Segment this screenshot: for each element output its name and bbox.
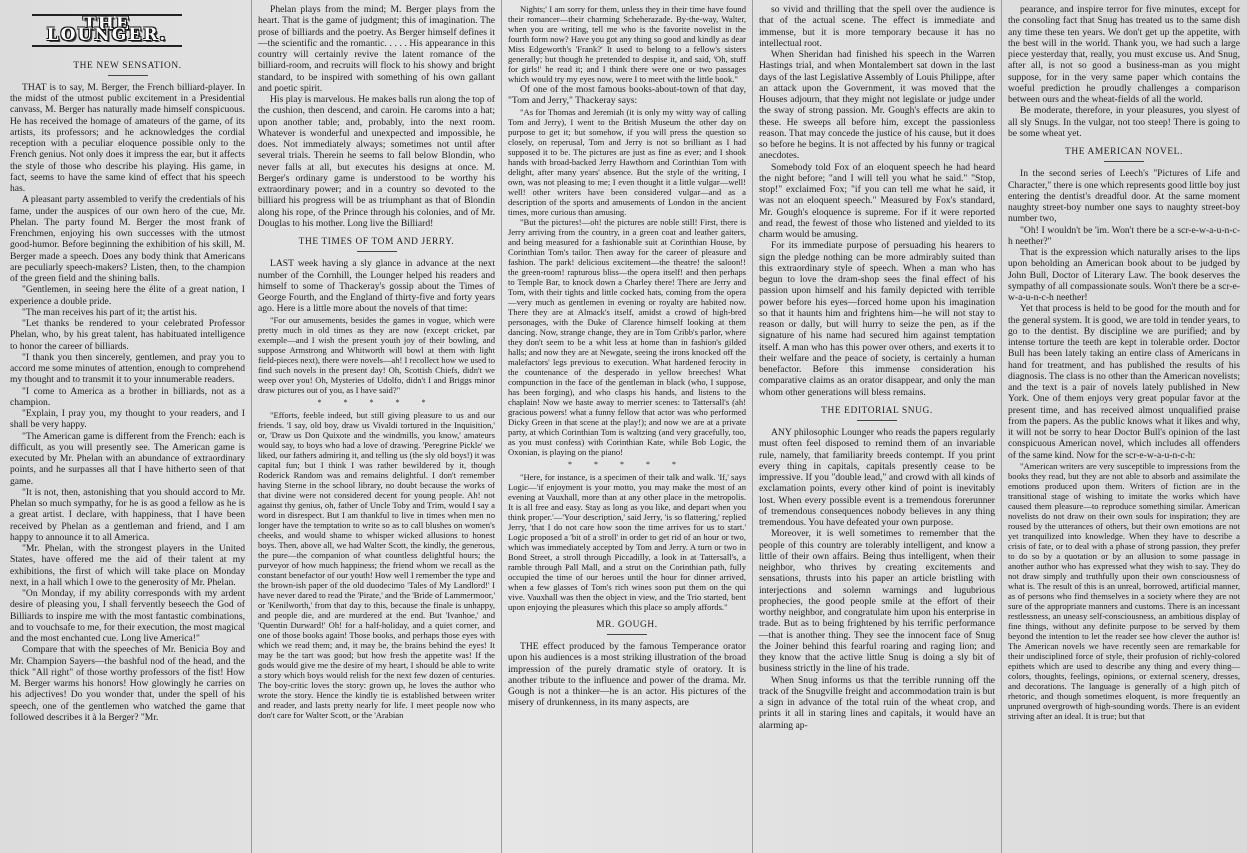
paragraph: "The man receives his part of it; the artist his. [22, 306, 197, 318]
paragraph: ANY philosophic Lounger who reads the papers regularly must often feel disposed to remind them of an invariable rule, namely, that familiarity breeds contempt. If you print every thing in capitals, capitals presently cease to be impressive. If you "double lead," and crowd with all kinds of exclamation points, every other kind of point is inevitably lost. When every possible event is a tremendous forerunner of tremendous consequences nobody believes in any thing tremendous. You have defeated your own purpose. [759, 427, 995, 528]
paragraph: "Mr. Phelan, with the strongest players in the United States, have offered me the aid of their talent at my exhibitions, the first of which will take place on Monday next, in a hall which I owe to the generosity of Mr. Phelan. [10, 543, 245, 588]
masthead-title: THE LOUNGER. [32, 14, 182, 47]
paragraph: "Gentlemen, in seeing here the élite of a great nation, I experience a double pride. [10, 284, 245, 307]
paragraph: Of one of the most famous books-about-town of that day, "Tom and Jerry," Thackeray says: [508, 84, 746, 107]
column-rule [501, 0, 502, 853]
paragraph: Moreover, it is well sometimes to remember that the people of this country are tolerably intelligent, and know a little of their own affairs. Being thus intelligent, when their neighbor, who thrives by creating excitements and sensations, thrusts into his paper an article bristling with interjections and solemn warnings and lugubrious prophecies, the good people smile at the effort of their worthy neighbor, and congratulate him upon his enterprise in trade. But as to being frightened by his terrific performance—that is another thing. They see the innocent face of Snug the Joiner behind this fearful roaring and raging lion; and they know that the active little Snug is doing a sly bit of business strictly in the line of his trade. [759, 528, 995, 675]
quoted-paragraph: "For our amusements, besides the games in vogue, which were pretty much in old times as they are now (except cricket, par exemple—and I wish the present youth joy of their bowling, and suppose Armstrong and Whitworth will bowl at them with light field-pieces next), there were novels—ah! I recollect how we used to find such novels in the present day! Oh, Scottish Chiefs, didn't we weep over you! Oh, Mysteries of Udolfo, didn't I and Briggs minor draw pictures out of you, as I have said?" [258, 314, 495, 395]
paragraph: "Let thanks be rendered to your celebrated Professor Phelan, who, by his great talent, has habituated intelligence to honor the career of billiards. [10, 318, 245, 352]
paragraph: pearance, and inspire terror for five minutes, except for the consoling fact that Snug has treated us to the same dish any time these ten years. We don't get up the appetite, with the best will in the world. Thank you, we had such a large piece yesterday that, really, you must excuse us. And Snug, after all, is not so good a business-man as you might suppose, for in the very same paper which contains the woeful prediction he proudly challenges a comparison between ours and the wheat-fields of all the world. [1008, 4, 1240, 105]
section-heading: THE NEW SENSATION. [10, 61, 245, 76]
paragraph: "I come to America as a brother in billiards, not as a champion. [10, 385, 245, 408]
paragraph: "Oh! I wouldn't be 'im. Won't there be a scr-e-w-a-u-n-c-h neether?" [1008, 224, 1240, 247]
text-column-5 [1004, 4, 1244, 850]
text-column-3 [504, 4, 750, 850]
paragraph: Yet that process is held to be good for the mouth and for the general system. It is good, we are told in tender years, to go to the dentist. By discipline we are purified; and by intense torture the teeth are kept in tolerable order. Doctor Bull has been lately taking an entire class of Americans in hand for treatment, and has published the results of his diagnosis. The class is no other than the American novelists; and the text is a pair of novels lately published in New York. One of them enjoys very great popular favor at the present time, and has received almost unqualified praise from the papers. As the public knows what it likes and why, it will not be sorry to hear Doctor Bull's opinion of the last conspicuous American novel, which includes all offenders of the same kind. Now for the scr-e-w-a-u-n-c-h: [1008, 303, 1240, 461]
quoted-paragraph: Nights;' I am sorry for them, unless they in their time have found their romancer—their charming Scheherazade. By-the-way, Walter, when you are writing, tell me who is the favorite novelist in the fourth form now? Have you got any thing so good and kindly as dear Miss Edgeworth's 'Frank?' It used to belong to a fellow's sisters generally; but though he pretended to despise it, and said, 'Oh, stuff for girls!' he read it; and I think there were one or two passages which would try my eyes now, were I to meet with the little book." [508, 4, 746, 84]
section-heading: THE TIMES OF TOM AND JERRY. [258, 237, 495, 252]
paragraph: "Explain, I pray you, my thought to your readers, and I shall be very happy. [10, 408, 245, 431]
text-column-2 [254, 4, 499, 850]
paragraph: LAST week having a sly glance in advance at the next number of the Cornhill, the Lounger helped his readers and himself to some of Thackeray's gossip about the Times of George Fourth, and the England of thirty-five and forty years ago. Here is a little more about the novels of that time: [258, 258, 495, 315]
quoted-paragraph: "But the pictures!—oh! the pictures are noble still! First, there is Jerry arriving from the country, in a green coat and leather gaiters, and being measured for a fashionable suit at Corinthian House, by Corinthian Tom's tailor. Then away for the career of pleasure and fashion. The park! delicious excitement—the theatre! the saloon!! the green-room! rapturous bliss—the opera itself! and then perhaps to Temple Bar, to knock down a Charley there! There are Jerry and Tom, with their tights and little cocked hats, coming from the opera—very much as gentlemen in evening or royalty are habited now. There they are at Almack's itself, amidst a crowd of high-bred personages, with the Duke of Clarence himself looking at them dancing. Now, strange change, they are in Tom Cribb's parlor, where they don't seem to be a whit less at home than in fashion's gilded halls; and now they are at Newgate, seeing the irons knocked off the malefactors' legs previous to execution. What hardened ferocity in the countenance of the desperado in yellow breeches! What compunction in the face of the gentleman in black (who, I suppose, has been forging), and who clasps his hands, and listens to the chaplain! Now we haste away to merrier scenes: to Tattersall's (ah! gracious powers! what a funny fellow that actor was who performed Dicky Green in that scene at the play!); and now we are at a private party, at which Corinthian Tom is waltzing (and very gracefully, too, as you must confess) with Corinthian Kate, while Bob Logic, the Oxonian, is playing on the piano! [508, 216, 746, 457]
quoted-paragraph: "Here, for instance, is a specimen of their talk and walk. 'If,' says Logic—'if enjoyment is your motto, you may make the most of an evening at Vauxhall, more than at any other place in the metropolis. It is all free and easy. Stay as long as you like, and depart when you think proper.'—'Your description,' said Jerry, 'is so flattering,' replied Jerry, 'that I do not care how soon the time arrives for us to start.' Logic proposed a 'bit of a stroll' in order to get rid of an hour or two, which was immediately accepted by Tom and Jerry. A turn or two in Bond Street, a stroll through Piccadilly, a look in at Tattersall's, a ramble through Pall Mall, and a strut on the Corinthian path, fully occupied the time of our heroes until the hour for dinner arrived, when a few glasses of Tom's rich wines soon put them on the qui vive. Vauxhall was then the object in view, and the Trio started, bent upon enjoying the pleasures which this place so amply affords." [508, 471, 746, 612]
paragraph: "The American game is different from the French: each is difficult, as you will presently see. The American game is executed by Mr. Phelan with an abundance of extraordinary points, and he surpasses all that I have hitherto seen of that game. [10, 430, 245, 487]
paragraph: When Snug informs us that the terrible running off the track of the Snugville freight and accommodation train is but a sign in advance of the total ruin of the wheat crop, and prints it all in staring lines and capitals, it would have an alarming ap- [759, 674, 995, 731]
paragraph: so vivid and thrilling that the spell over the audience is that of the actual scene. The effect is immediate and immense, but it is more temporary because it has no intellectual root. [759, 4, 995, 49]
paragraph: "It is not, then, astonishing that you should accord to Mr. Phelan so much sympathy, for he is as good a fellow as he is a great artist. I declare, with happiness, that I have been received by Phelan as a gentleman and friend, and I am happy to announce it to all America. [10, 486, 245, 543]
paragraph: In the second series of Leech's "Pictures of Life and Character," there is one which represents good little boy just entering the dentist's dreadful door. At the same moment naughty street-boy number one says to naughty street-boy number two, [1008, 168, 1240, 225]
section-break: * * * * * [568, 459, 686, 469]
quoted-paragraph: "Efforts, feeble indeed, but still giving pleasure to us and our friends. 'I say, old boy, draw us Vivaldi tortured in the Inquisition,' or, 'Draw us Don Quixote and the windmills, you know,' amateurs would say, to boys who had a love of drawing. 'Peregrine Pickle' we liked, our fathers admiring it, and telling us (the sly old boys!) it was capital fun; but I think I was rather bewildered by it, though Roderick Random was and remains delightful. I don't remember having Sterne in the school library, no doubt because the works of that divine were not considered decent for young people. Ah! not against thy genius, oh, father of Uncle Toby and Trim, would I say a word in disrespect. But I am thankful to live in times when men no longer have the temptation to write so as to call blushes on women's cheeks, and would shame to whisper wicked allusions to honest boys. Then, above all, we had Walter Scott, the kindly, the generous, the pure—the companion of what countless delightful hours; the purveyor of how much happiness; the friend whom we recall as the constant benefactor of our youth! How well I remember the type and the brown-ish paper of the old duodecimo 'Tales of My Landlord!' I have never dared to read the 'Pirate,' and the 'Bride of Lammermoor,' or 'Kenilworth,' from that day to this, because the finale is unhappy, and people die, and are murdered at the end. But 'Ivanhoe,' and 'Quentin Durward!' Oh! for a half-holiday, and a quiet corner, and one of those books again! Those books, and perhaps those eyes with which we read them; and, it may be, the brains behind the eyes! It may be the tart was good; but how fresh the appetite was! If the gods would give me the desire of my heart, I should be able to write a story which boys would relish for the next few dozen of centuries. The boy-critic loves the story: grown up, he loves the author who wrote the story. Hence the kindly tie is established between writer and reader, and lasts pretty nearly for life. I meet people now who don't care for Walter Scott, or the 'Arabian [258, 409, 495, 720]
paragraph: His play is marvelous. He makes balls run along the top of the cushion, then descend, and caroin. He caroms into a hat; upon another table; and, probably, into the next room. Whatever is wonderful and unexpected and impossible, he does. Not immediately always; sometimes not until after several trials. Therein he seems to fall below Blondin, who never falls at all, but executes his designs at once. M. Berger's ordinary game is understood to be worthy his extraordinary power; and in a country so devoted to the billiard his progress will be as triumphant as that of Blondin along his rope, of the Prince through his colonies, and of Mr. Douglas to his mother. Long live the Billiard! [258, 94, 495, 229]
paragraph: That is the expression which naturally arises to the lips upon beholding an American book about to be judged by John Bull, Doctor of Literary Law. The book deserves the sympathy of all compassionate souls. Won't there be a scr-e-w-a-u-n-c-h neether! [1008, 247, 1240, 303]
quoted-paragraph: "American writers are very susceptible to impressions from the books they read, but they are not able to absorb and assimilate the emotions produced upon them. Writers of fiction are in the transitional stage of wishing to imitate the works which have caused them pleasure—to reproduce something similar. American novelists do not draw on their own souls for inspiration; they are roused by the utterances of others, but their own emotions are not yet tranquilized into knowledge. When they have to describe a crisis of fate, or to deal with a phase of strong passion, they prefer to do so by a quotation or by an allusion to some passage in another author who has expressed what they wish to say. They do not draw simply and truthfully upon their own consciousness of what is. The result of this is an unreal, borrowed, artificial manner, as of persons who find themselves in a society where they are not sure of the appropriate manners and customs. There is an incessant restlessness, an uneasy self-consciousness, an ambitious display of fine things, without any definite purpose to be served by them beyond the intention to let the reader see how clever the author is! The American novels we have recently seen are remarkable for their undisciplined force of style, their profusion of richly-colored epithets which are used to describe any thing and every thing—colors, thoughts, feelings, opinions, or external scenery, dresses, and decorations. The language is generally of a high pitch of rhetoric, and though sometimes eloquent, is more frequently an unpruned overgrowth of high-sounding words. There is an evident striving after an ideal. It is true; but that [1008, 460, 1240, 721]
column-rule [752, 0, 753, 853]
section-break: * * * * * [317, 397, 436, 407]
section-heading: THE AMERICAN NOVEL. [1008, 147, 1240, 162]
text-column-1 [6, 4, 249, 850]
paragraph: Phelan plays from the mind; M. Berger plays from the heart. That is the game of judgment; this of imagination. The prose of billiards and the poetry. As Berger himself defines it—the scientific and the romantic. . . . . His appearance in this country will certainly revive the latent romance of the billiard-room, and recruits will flock to his showy and bright standard, to be inspired with something of his own gallant and poetic spirit. [258, 4, 495, 94]
section-heading: MR. GOUGH. [508, 620, 746, 635]
paragraph: THAT is to say, M. Berger, the French billiard-player. In the midst of the utmost public excitement in a Presidential canvass, M. Berger has naturally made himself conspicuous. He has received the homage of amateurs of the game, of its artists, its professors; and he acknowledges the cordial reception with a peculiar eloquence possible only to the French genius. Not only does it impress the ear, but it affects the style of those who describe his playing. His game, in fact, seems to have the same kind of effect that his speech has. [10, 81, 245, 194]
quoted-paragraph: "As for Thomas and Jeremiah (it is only my witty way of calling Tom and Jerry), I went to the British Museum the other day on purpose to get it; but somehow, if you will press the question so closely, on reperusal, Tom and Jerry is not so brilliant as I had supposed it to be. The pictures are just as fine as ever; and I shook hands with broad-backed Jerry Hawthorn and Corinthian Tom with delight, after many years' absence. But the style of the writing, I own, was not pleasing to me; I even thought it a little vulgar—well! well! other writers have been considered vulgar—and as a description of the sports and amusements of London in the ancient times, more curious than amusing. [508, 106, 746, 217]
paragraph: "I thank you then sincerely, gentlemen, and pray you to accord me some minutes of attention, enough to comprehend my thought and to transmit it to your innumerable readers. [10, 351, 245, 386]
column-rule [251, 0, 252, 853]
paragraph: For its immediate purpose of persuading his hearers to sign the pledge nothing can be more admirably suited than this extraordinary style of speech. When a man who has begun to love the dram-shop sees the final effect of his passion upon himself and his family depicted with terrible power before his eyes—forced home upon his imagination so that it haunts him and frightens him—he will not stay to reason or dally, but will hurry to seize the pen, as if the signature of his name had secured him against temptation itself. A man who has this power over others, and exerts it to their welfare and the peace of society, is certainly a human benefactor. Before this immense consideration his comparative claims as an orator disappear, and only the man whom other generations will bless remains. [759, 240, 995, 398]
text-column-4 [755, 4, 999, 850]
column-rule [1001, 0, 1002, 853]
paragraph: When Sheridan had finished his speech in the Warren Hastings trial, and when Montalembert sat down in the last days of the last Legislative Assembly of Louis Philippe, after an attack upon the Government, it was moved that the Houses adjourn, that they might not legislate or judge under the sway of strong passion. Mr. Gough's effects are akin to these. He sweeps all before him, except the passionless reason. That may concede the justice of his cause, but it does so before he begins. It is not affected by his funny or tragical anecdotes. [759, 49, 995, 162]
paragraph: THE effect produced by the famous Temperance orator upon his audiences is a most striking illustration of the broad impression of the purely dramatic style of oratory. It is another tribute to the influence and power of the drama. Mr. Gough is not a thinker—he is an actor. His pictures of the misery of drunkenness, in its many aspects, are [508, 641, 746, 709]
section-heading: THE EDITORIAL SNUG. [759, 406, 995, 421]
paragraph: Be moderate, therefore, in your pleasures, you slyest of all sly Snugs. In the vulgar, not too steep! There is going to be some wheat yet. [1008, 105, 1240, 139]
paragraph: Somebody told Fox of an eloquent speech he had heard the night before; "and I will tell you what he said." "Stop, stop!" exclaimed Fox; "if you can tell me what he said, it was not an eloquent speech." Measured by Fox's standard, Mr. Gough's eloquence is supreme. For if it were reported and read, the fewest of those who listened and yielded to its charm would be amusing. [759, 161, 995, 240]
paragraph: Compare that with the speeches of Mr. Benicia Boy and Mr. Champion Sayers—the bashful nod of the head, and the thick "All right" of those worthy professors of the fist! How M. Berger warms his honors! How glowingly he carries on his adjectives! Do you wonder that, under the spell of his speech, one of the gentlemen who watched the game that followed describes it à la Berger? "Mr. [10, 644, 245, 723]
paragraph: "On Monday, if my ability corresponds with my ardent desire of pleasing you, I shall fervently beseech the God of Billiards to inspire me with the most fantastic combinations, and to vouchsafe to me, for their execution, the most magical and the most enchanted cue. Long live America!" [10, 588, 245, 644]
paragraph: A pleasant party assembled to verify the credentials of his fame, under the auspices of our own hero of the cue, Mr. Phelan. The party found M. Berger the most frank of Frenchmen, enjoying his own successes with the utmost good-humor. Before beginning the exhibition of his skill, M. Berger made a speech. Does any body think that Americans are peculiarly speech-makers? Listen, then, to the champion of the green field and the shining balls. [10, 194, 245, 284]
